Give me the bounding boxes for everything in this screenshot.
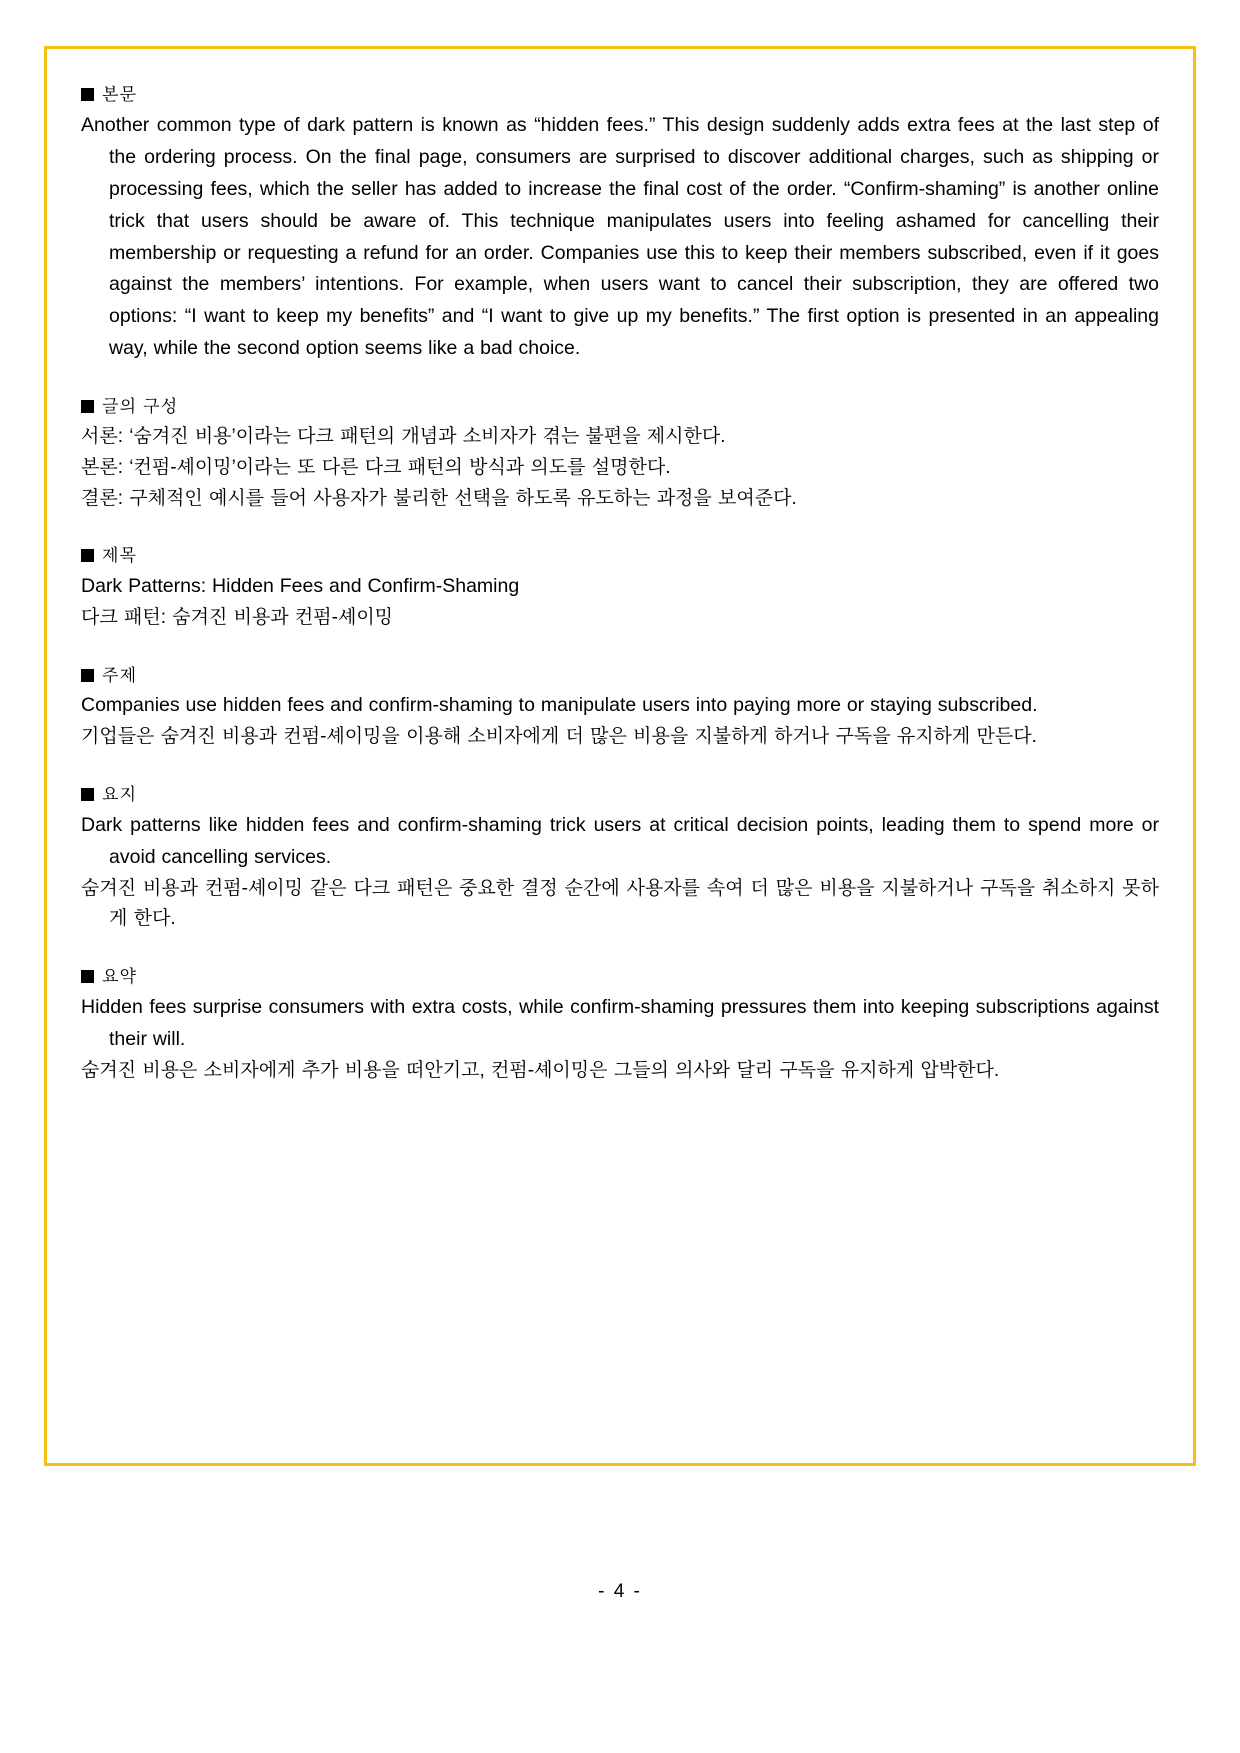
- paragraph-juje-ko: 기업들은 숨겨진 비용과 컨펌-셰이밍을 이용해 소비자에게 더 많은 비용을 지불하게 하거나 구독을 유지하게 만든다.: [81, 726, 1037, 748]
- section-heading-label: 본문: [102, 85, 138, 104]
- section-heading-jemok: [81, 544, 1159, 569]
- section-juje: [81, 664, 1159, 753]
- paragraph-bonmun-en: Another common type of dark pattern is known as “hidden fees.” This design suddenly adds extra fees at the last step of the ordering process. On the final page, consumers are surprised to discover additional charges, such as shipping or processing fees, which the seller has added to increase the final cost of the order. “Confirm-shaming” is another online trick that users should be aware of. This technique manipulates users into feeling ashamed for cancelling their membership or requesting a refund for an order. Companies use this to keep their members subscribed, even if it goes against the members’ intentions. For example, when users want to cancel their subscription, they are offered two options: “I want to keep my benefits” and “I want to give up my benefits.” The first option is presented in an appealing way, while the second option seems like a bad choice.: [81, 113, 1159, 360]
- section-heading-juje: [81, 664, 1159, 689]
- section-heading-label: 요약: [102, 967, 138, 987]
- square-bullet-icon: [81, 788, 94, 801]
- section-yoyak: [81, 965, 1159, 1086]
- section-bonmun: [81, 83, 1159, 365]
- document-content: [81, 83, 1159, 1087]
- page-border-frame: [44, 46, 1196, 1466]
- square-bullet-icon: [81, 400, 94, 413]
- square-bullet-icon: [81, 970, 94, 983]
- square-bullet-icon: [81, 88, 94, 101]
- section-heading-label: 글의 구성: [102, 397, 179, 417]
- paragraph-jemok-en: Dark Patterns: Hidden Fees and Confirm-Shaming: [81, 574, 520, 597]
- page-number: - 4 -: [598, 1581, 642, 1602]
- square-bullet-icon: [81, 669, 94, 682]
- section-spacer: [81, 514, 1159, 544]
- section-spacer: [81, 634, 1159, 664]
- section-heading-label: 주제: [102, 665, 138, 685]
- paragraph-juje-en: Companies use hidden fees and confirm-shaming to manipulate users into paying more or staying subscribed.: [81, 694, 1038, 717]
- paragraph-yoyak-ko: 숨겨진 비용은 소비자에게 추가 비용을 떠안기고, 컨펌-셰이밍은 그들의 의사와 달리 구독을 유지하게 압박한다.: [81, 1059, 1000, 1081]
- section-spacer: [81, 935, 1159, 965]
- section-yoji: [81, 783, 1159, 935]
- section-heading-label: 제목: [102, 546, 138, 566]
- section-heading-yoyak: [81, 965, 1159, 990]
- paragraph-yoji-ko: 숨겨진 비용과 컨펌-셰이밍 같은 다크 패턴은 중요한 결정 순간에 사용자를 속여 더 많은 비용을 지불하거나 구독을 취소하지 못하게 한다.: [81, 877, 1159, 930]
- paragraph-bonron: 본론: ‘컨펌-셰이밍’이라는 또 다른 다크 패턴의 방식과 의도를 설명한다.: [81, 456, 671, 478]
- paragraph-yoyak-en: Hidden fees surprise consumers with extra costs, while confirm-shaming pressures them into keeping subscriptions against their will.: [81, 995, 1159, 1050]
- paragraph-yoji-en: Dark patterns like hidden fees and confirm-shaming trick users at critical decision points, leading them to spend more or avoid cancelling services.: [81, 813, 1159, 868]
- section-spacer: [81, 365, 1159, 395]
- paragraph-gyeollon: 결론: 구체적인 예시를 들어 사용자가 불리한 선택을 하도록 유도하는 과정을 보여준다.: [81, 487, 797, 509]
- section-spacer: [81, 753, 1159, 783]
- paragraph-seoron: 서론: ‘숨겨진 비용’이라는 다크 패턴의 개념과 소비자가 겪는 불편을 제시한다.: [81, 426, 726, 448]
- section-heading-bonmun: [81, 83, 1159, 108]
- paragraph-jemok-ko: 다크 패턴: 숨겨진 비용과 컨펌-셰이밍: [81, 606, 394, 628]
- section-heading-gueui-guseong: [81, 395, 1159, 420]
- section-gueui-guseong: [81, 395, 1159, 514]
- section-jemok: [81, 544, 1159, 633]
- section-heading-yoji: [81, 783, 1159, 808]
- square-bullet-icon: [81, 549, 94, 562]
- section-heading-label: 요지: [102, 785, 138, 805]
